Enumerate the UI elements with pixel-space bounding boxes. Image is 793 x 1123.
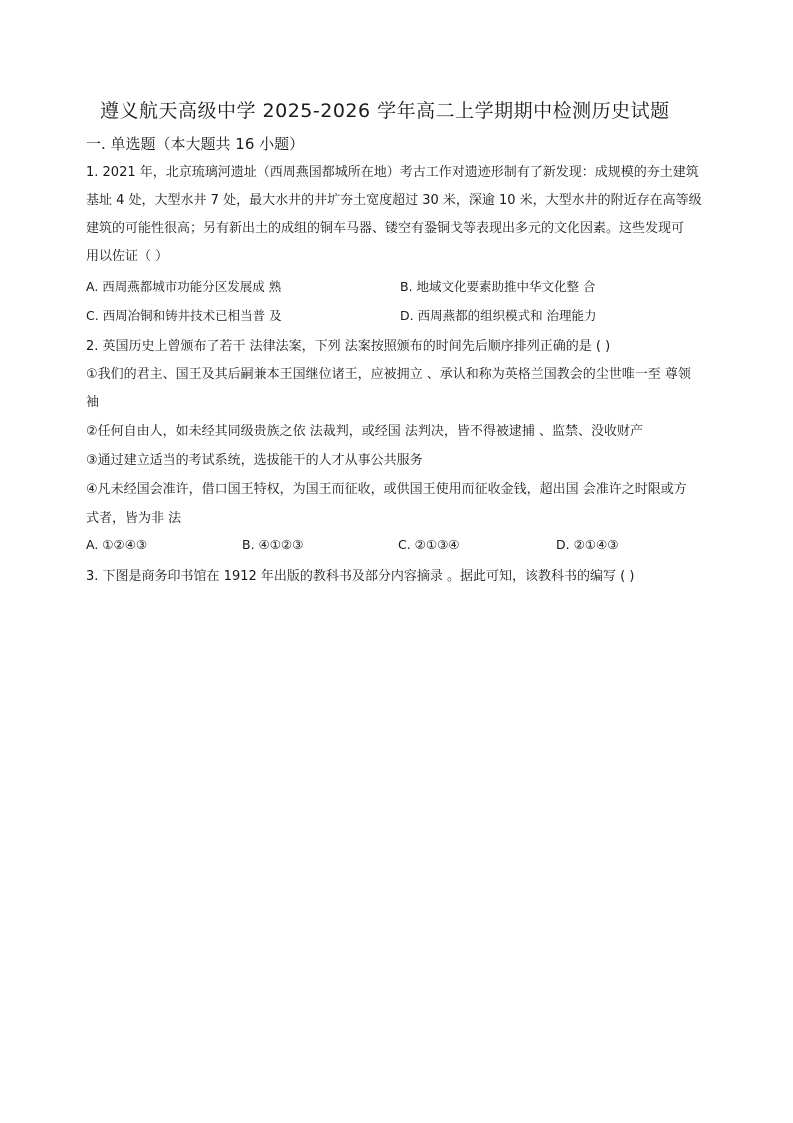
- question-2-item-2: ②任何自由人，如未经其同级贵族之依 法裁判，或经国 法判决，皆不得被逮捕 、监禁、没收财产: [86, 424, 644, 439]
- question-3-stem: 3. 下图是商务印书馆在 1912 年出版的教科书及部分内容摘录 。据此可知，该教科书的编写 ( ): [86, 569, 635, 584]
- question-1-line-1: 1. 2021 年，北京琉璃河遗址（西周燕国都城所在地）考古工作对遗迹形制有了新发现：成规模的夯土建筑: [86, 165, 699, 180]
- question-1-option-a[interactable]: A. 西周燕都城市功能分区发展成 熟: [86, 279, 282, 294]
- question-2-item-1: ①我们的君主、国王及其后嗣兼本王国继位诸王，应被拥立 、承认和称为英格兰国教会的尘世唯一至 尊领: [86, 367, 691, 382]
- question-2-item-4: ④凡未经国会准许，借口国王特权，为国王而征收，或供国王使用而征收金钱，超出国 会准许之时限或方: [86, 482, 687, 497]
- question-1-line-2: 基址 4 处，大型水井 7 处，最大水井的井圹夯土宽度超过 30 米，深逾 10 米，大型水井的附近存在高等级: [86, 193, 702, 208]
- question-2-option-b[interactable]: B. ④①②③: [242, 537, 304, 552]
- question-2-item-1-cont: 袖: [86, 395, 100, 410]
- question-1-line-4: 用以佐证（ ）: [86, 249, 169, 264]
- question-1-option-c[interactable]: C. 西周冶铜和铸井技术已相当普 及: [86, 308, 282, 323]
- question-2-option-c[interactable]: C. ②①③④: [398, 537, 460, 552]
- question-1-option-d[interactable]: D. 西周燕都的组织模式和 治理能力: [400, 308, 597, 323]
- section-heading: 一. 单选题（本大题共 16 小题）: [86, 135, 305, 153]
- question-2-option-a[interactable]: A. ①②④③: [86, 537, 148, 552]
- exam-title: 遵义航天高级中学 2025-2026 学年高二上学期期中检测历史试题: [100, 100, 670, 122]
- question-2-option-d[interactable]: D. ②①④③: [556, 537, 619, 552]
- question-2-stem: 2. 英国历史上曾颁布了若干 法律法案，下列 法案按照颁布的时间先后顺序排列正确的是 ( ): [86, 339, 611, 354]
- question-2-item-4-cont: 式者，皆为非 法: [86, 511, 182, 526]
- question-1-option-b[interactable]: B. 地域文化要素助推中华文化整 合: [400, 279, 596, 294]
- question-1-line-3: 建筑的可能性很高；另有新出土的成组的铜车马器、镂空有銎铜戈等表现出多元的文化因素。这些发现可: [86, 221, 685, 236]
- question-2-item-3: ③通过建立适当的考试系统，选拔能干的人才从事公共服务: [86, 453, 423, 468]
